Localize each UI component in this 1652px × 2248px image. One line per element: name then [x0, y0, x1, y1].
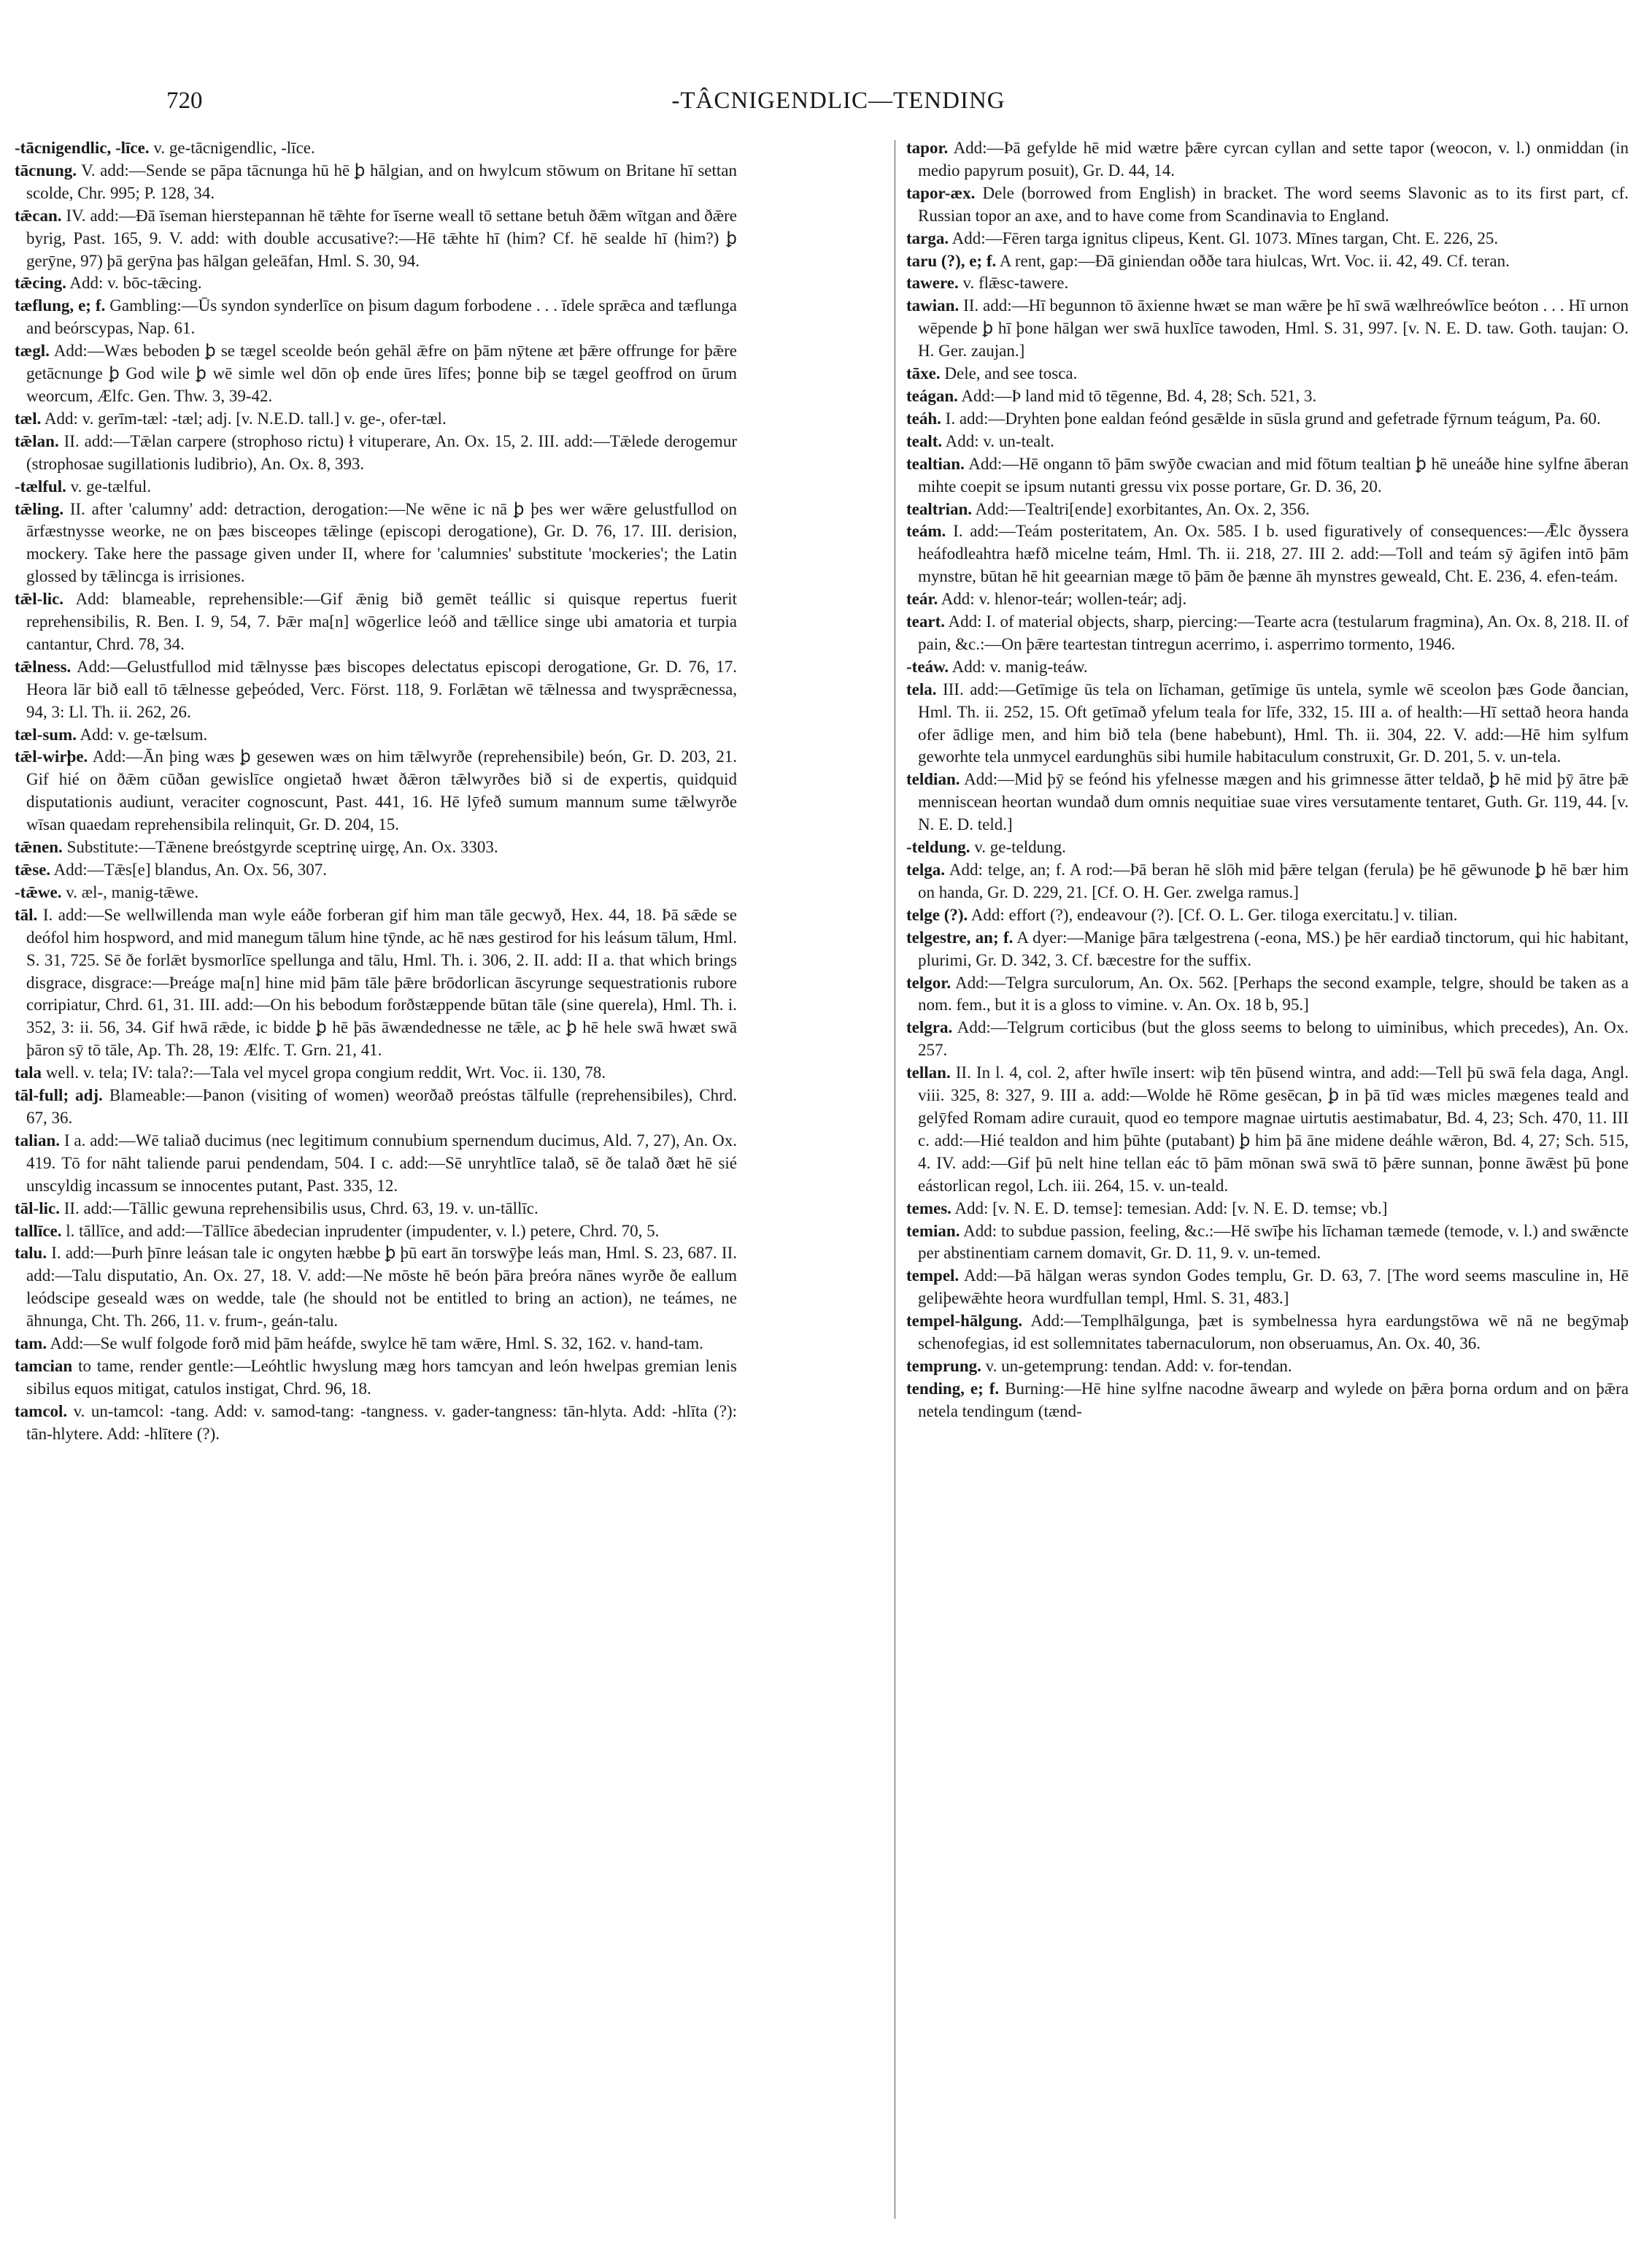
entry-text: II. add:—Tāllic gewuna reprehensibilis usus, Chrd. 63, 19. v. un-tāllīc. [59, 1198, 539, 1217]
entry-headword: tela. [906, 680, 937, 698]
entry-headword: -tælful. [15, 477, 66, 496]
running-head: -TÂCNIGENDLIC—TENDING [671, 88, 1006, 114]
entry-text: II. In l. 4, col. 2, after hwīle insert: wiþ tēn þūsend wintra, and add:—Tell þū swā fela daga, Angl. viii. 325, 8: 327, 9. III a. add:—Wolde hē Rōme gesēcan, ꝧ in þā tīd wæs micles mægenes teald and gelȳfed Romam adire curauit, quod eo tempore magnae uirtutis aestimabatur, Bd. 4, 23; Sch. 470, 11. III c. add:—Hié tealdon and him þūhte (putabant) ꝧ him þā āne midene deáhle wǣron, Bd. 4, 27; Sch. 515, 4. IV. add:—Gif þū nelt hine tellan eác tō þām mōnan swā swā tō þǣre sunnan, þonne āwǣst þū þone eástorlican regol, Lch. iii. 264, 15. v. un-teald. [918, 1063, 1629, 1195]
entry-headword: tempel-hālgung. [906, 1312, 1023, 1331]
entry-headword: tawian. [906, 296, 960, 315]
entry-text: Add: blameable, reprehensible:—Gif ǣnig bið gemēt teállic si quisque repertus fuerit reprehensibilis, R. Ben. I. 9, 54, 7. Þǣr ma[n] wōgerlice leóð and tǣllice singe ubi amatoria et turpia cantantur, Chrd. 78, 34. [26, 590, 737, 653]
dictionary-entry [906, 836, 1629, 859]
entry-text: I. add:—Se wellwillenda man wyle eáðe forberan gif him man tāle gecwyð, Hex. 44, 18. Þā sǣde se deófol him hospword, and mid manegum tālum hine tȳnde, ac hē næs gestirod for his leásum tālum, Hml. S. 31, 725. Sē ðe forlǣt bysmorlīce spellunga and tālu, Hml. Th. i. 306, 2. II. add: II a. that which brings disgrace, disgrace:—Þreáge ma[n] hine mid þām tāle þǣre brōdorlican āscyrunge sequestrationis rubore corripiatur, Chrd. 61, 31. III. add:—On his bebodum forðstæppende būtan tāle (sine querela), Hml. Th. i. 352, 3: ii. 56, 34. Gif hwā rǣde, ic bidde ꝧ hē þās āwændednesse ne tǣle, ac ꝧ hē hele swā hwæt swā þāron sȳ tō tāle, Ap. Th. 28, 19: Ælfc. T. Grn. 21, 41. [26, 905, 737, 1060]
entry-text: Blameable:—Þanon (visiting of women) weorðað preóstas tālfulle (reprehensibiles), Chrd. 67, 36. [26, 1086, 737, 1127]
entry-headword: tǣse. [15, 861, 51, 879]
entry-text: I. add:—Þurh þīnre leásan tale ic ongyten hæbbe ꝧ þū eart ān torswȳþe leás man, Hml. S. 23, 687. II. add:—Talu disputatio, An. Ox. 27, 18. V. add:—Ne mōste hē beón þāra þreóra nānes wyrðe ðe eallum leódscipe geseald wæs on wedde, tale (he should not be entitled to bring an action), ne teámes, ne āhnunga, Cht. Th. 266, 11. v. frum-, geán-talu. [26, 1244, 737, 1331]
entry-headword: -tācnigendlic, -līce. [15, 139, 150, 157]
dictionary-entry [906, 1355, 1629, 1378]
entry-text: v. flǣsc-tawere. [958, 274, 1069, 293]
dictionary-entry [906, 611, 1629, 656]
dictionary-entry [15, 137, 737, 160]
entry-text: Add: v. un-tealt. [942, 431, 1054, 450]
dictionary-entry [15, 476, 737, 499]
entry-headword: tala [15, 1063, 42, 1082]
right-column [906, 137, 1629, 2225]
entry-headword: taru (?), e; f. [906, 251, 997, 270]
entry-text: IV. add:—Ðā īseman hierstepannan hē tǣhte for īserne weall tō settane betuh ðǣm wītgan and ðǣre byrig, Past. 165, 9. V. add: with double accusative?:—Hē tǣhte hī (him? Cf. hē sealde hī (him?) ꝧ gerȳne, 97) þā gerȳna þas hālgan geleāfan, Hml. S. 30, 94. [26, 206, 737, 270]
dictionary-entry [906, 679, 1629, 769]
entry-text: Add:—Se wulf folgode forð mid þām heáfde, swylce hē tam wǣre, Hml. S. 32, 162. v. hand-tam. [47, 1334, 703, 1353]
entry-text: I a. add:—Wē taliað ducimus (nec legitimum connubium spernendum ducimus, Ald. 7, 27), An. Ox. 419. Tō for nāht taliende parui pendendam, 504. I c. add:—Sē unryhtlīce talað, sē ðe talað ðæt hē sié unscyldig incassum se innocentes putant, Past. 335, 12. [26, 1131, 737, 1195]
entry-text: v. un-tamcol: -tang. Add: v. samod-tang: -tangness. v. gader-tangness: tān-hlyta. Add: -hlīta (?): tān-hlytere. Add: -hlītere (?). [26, 1401, 737, 1443]
entry-headword: tawere. [906, 274, 959, 293]
dictionary-entry [15, 882, 737, 904]
dictionary-entry [15, 431, 737, 476]
entry-text: A dyer:—Manige þāra tælgestrena (-eona, MS.) þe hēr eardiað tinctorum, qui hic habitant, plurimi, Gr. D. 342, 3. Cf. bæcestre for the suffix. [918, 928, 1629, 969]
entry-text: II. add:—Hī begunnon tō āxienne hwæt se man wǣre þe hī swā wælhreówlīce beóton . . . Hī urnon wēpende ꝧ hī þone hālgan wer swā huxlīce tawoden, Hml. S. 31, 997. [v. N. E. D. taw. Goth. taujan: O. H. Ger. zaujan.] [918, 296, 1629, 361]
dictionary-entry [906, 182, 1629, 228]
entry-text: V. add:—Sende se pāpa tācnunga hū hē ꝧ hālgian, and on hwylcum stōwum on Britane hī settan scolde, Chr. 995; P. 128, 34. [26, 161, 737, 202]
dictionary-entry [906, 1265, 1629, 1310]
entry-text: v. æl-, manig-tǣwe. [61, 882, 199, 901]
dictionary-entry [906, 228, 1629, 250]
entry-headword: telgra. [906, 1018, 953, 1037]
entry-text: v. ge-tælful. [66, 477, 151, 496]
entry-headword: tǣl-wirþe. [15, 747, 88, 766]
entry-text: Add: [v. N. E. D. temse]: temesian. Add: [v. N. E. D. temse; vb.] [951, 1198, 1388, 1217]
entry-text: A rent, gap:—Ðā giniendan oððe tara hiulcas, Wrt. Voc. ii. 42, 49. Cf. teran. [996, 251, 1510, 270]
entry-text: Add: v. ge-tælsum. [76, 725, 208, 744]
entry-headword: tapor. [906, 139, 949, 157]
entry-text: Add:—Þā hālgan weras syndon Godes templu, Gr. D. 63, 7. [The word seems masculine in, Hē geliþewǣhte heora wurdfullan templ, Hml. S. 31, 483.] [918, 1266, 1629, 1308]
dictionary-entry [906, 1062, 1629, 1197]
entry-headword: -tǣwe. [15, 882, 62, 901]
entry-headword: tending, e; f. [906, 1379, 1000, 1398]
entry-text: Add:—Mid þȳ se feónd his yfelnesse mægen and his grimnesse ātter teldað, ꝧ hē mid þȳ ātre þǣ menniscean heortan wundað dum omnis nequitiae suae vires versutamente tentaret, Guth. Gr. 119, 44. [v. N. E. D. teld.] [918, 770, 1629, 834]
dictionary-entry [15, 836, 737, 859]
page-header [166, 86, 1510, 118]
entry-headword: targa. [906, 228, 949, 247]
dictionary-entry [906, 453, 1629, 499]
dictionary-entry [15, 588, 737, 656]
dictionary-entry [906, 927, 1629, 972]
entry-headword: talian. [15, 1131, 60, 1150]
dictionary-entry [906, 137, 1629, 182]
dictionary-entry [15, 859, 737, 882]
entry-headword: tealt. [906, 431, 943, 450]
entry-headword: tāl. [15, 905, 38, 924]
entry-headword: teár. [906, 590, 938, 609]
dictionary-entry [15, 1401, 737, 1446]
dictionary-entry [906, 1198, 1629, 1220]
dictionary-entry [15, 408, 737, 431]
entry-headword: teám. [906, 522, 946, 541]
entry-headword: tægl. [15, 342, 50, 361]
entry-text: Add: v. gerīm-tæl: -tæl; adj. [v. N.E.D. tall.] v. ge-, ofer-tæl. [41, 409, 447, 428]
entry-headword: temprung. [906, 1356, 981, 1375]
entry-headword: tamcian [15, 1356, 73, 1375]
entry-text: v. un-getemprung: tendan. Add: v. for-tendan. [981, 1356, 1292, 1375]
dictionary-entry [15, 656, 737, 724]
entry-headword: -teáw. [906, 657, 949, 676]
entry-text: Add: telge, an; f. A rod:—Þā beran hē slōh mid þǣre telgan (ferula) þe hē gēwunode ꝧ hē bær him on handa, Gr. D. 229, 21. [Cf. O. H. Ger. zwelga ramus.] [918, 861, 1629, 901]
entry-text: III. add:—Getīmige ūs tela on līchaman, getīmige ūs untela, symle wē sceolon þæs Gode ðancian, Hml. Th. ii. 252, 15. Oft getīmað yfelum teala for līfe, 332, 15. III a. of health:—Hī settað heora handa ofer ādlige men, and him bið tela (bene habebunt), Hml. Th. ii. 304, 22. V. add:—Hē him sylfum geworhte tela unmycel eardunghūs sibi humile habitaculum construxit, Gr. D. 201, 5. v. un-tela. [918, 680, 1629, 766]
entry-headword: talu. [15, 1244, 47, 1263]
entry-text: Add:—Tǣs[e] blandus, An. Ox. 56, 307. [50, 861, 328, 879]
entry-text: v. ge-tācnigendlic, -līce. [149, 139, 315, 157]
dictionary-entry [15, 724, 737, 747]
entry-headword: tǣl-lic. [15, 590, 64, 609]
dictionary-entry [906, 295, 1629, 363]
entry-headword: tealtrian. [906, 499, 973, 518]
entry-text: Add:—Templhālgunga, þæt is symbelnessa hyra eardungstōwa wē nā ne begȳmaþ schenofegias, id est sollemnitates tabernaculorum, non obseruamus, An. Ox. 40, 36. [918, 1312, 1629, 1353]
entry-headword: tǣnen. [15, 838, 63, 857]
entry-text: Dele, and see tosca. [940, 364, 1078, 383]
dictionary-entry [15, 1062, 737, 1085]
entry-text: Add: effort (?), endeavour (?). [Cf. O. L. Ger. tiloga exercitatu.] v. tilian. [968, 905, 1458, 924]
entry-headword: tāl-lic. [15, 1198, 60, 1217]
dictionary-entry [15, 904, 737, 1062]
entry-text: II. after 'calumny' add: detraction, derogation:—Ne wēne ic nā ꝧ þes wer wǣre gelustfullod on ārfæstnysse weorke, ne on þæs bisceopes tǣlinge (episcopi derogatione), Gr. D. 76, 17. III. derision, mockery. Take here the passage given under II, where for 'calumnies' substitute 'mockeries'; the Latin glossed by tǣlincga is irrisiones. [26, 499, 737, 586]
entry-text: Add:—Telgra surculorum, An. Ox. 562. [Perhaps the second example, telgre, should be taken as a nom. fem., but it is a gloss to vimine. v. An. Ox. 18 b, 95.] [918, 973, 1629, 1015]
entry-text: Add:—Þ land mid tō tēgenne, Bd. 4, 28; Sch. 521, 3. [957, 386, 1317, 405]
entry-headword: tācnung. [15, 161, 77, 180]
dictionary-entry [15, 1220, 737, 1243]
entry-headword: tellan. [906, 1063, 951, 1082]
dictionary-entry [906, 431, 1629, 453]
entry-text: Add:—Þā gefylde hē mid wætre þǣre cyrcan cyllan and sette tapor (weocon, v. l.) onmiddan (in medio papyrum posuit), Gr. D. 44, 14. [918, 139, 1629, 180]
entry-text: well. v. tela; IV: tala?:—Tala vel mycel gropa congium reddit, Wrt. Voc. ii. 130, 78. [42, 1063, 606, 1082]
entry-text: Add: to subdue passion, feeling, &c.:—Hē swīþe his līchaman tæmede (temode, v. l.) and swǣncte per abstinentiam carnem domavit, Gr. D. 11, 9. v. un-temed. [918, 1221, 1629, 1263]
dictionary-entry [15, 295, 737, 340]
entry-text: I. add:—Teám posteritatem, An. Ox. 585. I b. used figuratively of consequences:—Ǣlc ðyssera heáfodleahtra hæfð micelne teám, Hml. Th. ii. 218, 27. III 2. add:—Toll and teám sȳ āgifen intō þām mynstre, būtan hē hit geearnian mæge tō þām ðe þænne āh mynstres geweald, Cht. E. 236, 4. efen-teám. [918, 522, 1629, 586]
dictionary-entry [906, 499, 1629, 521]
entry-headword: telge (?). [906, 905, 968, 924]
dictionary-entry [15, 340, 737, 408]
entry-text: v. ge-teldung. [970, 838, 1066, 857]
dictionary-entry [906, 769, 1629, 836]
entry-text: I. add:—Dryhten þone ealdan feónd gesǣlde in sūsla grund and gefetrade fȳrnum teágum, Pa. 60. [941, 409, 1601, 428]
dictionary-entry [15, 1355, 737, 1401]
entry-text: Add:—Gelustfullod mid tǣlnysse þæs biscopes delectatus episcopi derogatione, Gr. D. 76, 17. Heora lār bið eall tō tǣlnesse geþeóded, Verc. Först. 118, 9. Forlǣtan wē tǣlnessa and twysprǣcnessa, 94, 3: Ll. Th. ii. 262, 26. [26, 657, 737, 721]
dictionary-entry [15, 1198, 737, 1220]
entry-text: Add:—Hē ongann tō þām swȳðe cwacian and mid fōtum tealtian ꝧ hē uneáðe hine sylfne āberan mihte coepit se ipsum nutanti gressu vix posse portare, Gr. D. 36, 20. [918, 454, 1629, 496]
entry-headword: tallīce. [15, 1221, 62, 1240]
entry-headword: tǣlan. [15, 431, 59, 450]
entry-text: l. tāllīce, and add:—Tāllīce ābedecian inprudenter (impudenter, v. l.) petere, Chrd. 70, 5. [61, 1221, 660, 1240]
dictionary-entry [906, 363, 1629, 385]
dictionary-entry [906, 904, 1629, 927]
entry-headword: tamcol. [15, 1401, 68, 1420]
dictionary-entry [15, 1333, 737, 1355]
entry-text: Add: I. of material objects, sharp, piercing:—Tearte acra (testularum fragmina), An. Ox. 8, 218. II. of pain, &c.:—On þǣre teartestan tintregun acerrimo, i. asperrimo tormento, 1946. [918, 612, 1629, 653]
entry-text: Dele (borrowed from English) in bracket. The word seems Slavonic as to its first part, cf. Russian topor an axe, and to have come from Scandinavia to England. [918, 183, 1629, 225]
dictionary-entry [906, 656, 1629, 679]
dictionary-entry [906, 972, 1629, 1017]
entry-headword: temes. [906, 1198, 952, 1217]
dictionary-entry [15, 1130, 737, 1198]
entry-headword: temian. [906, 1221, 960, 1240]
entry-text: Add: v. hlenor-teár; wollen-teár; adj. [938, 590, 1187, 609]
entry-text: Gambling:—Ūs syndon synderlīce on þisum dagum forbodene . . . īdele sprǣca and tæflunga and beórscypas, Nap. 61. [26, 296, 737, 338]
entry-headword: tæl-sum. [15, 725, 77, 744]
dictionary-entry [15, 1242, 737, 1333]
entry-text: to tame, render gentle:—Leóhtlic hwyslung mæg hors tamcyan and león hwelpas gremian lenis sibilus equos mitigat, catulos instigat, Chrd. 96, 18. [26, 1356, 737, 1398]
dictionary-entry [15, 1085, 737, 1130]
dictionary-entry [906, 1017, 1629, 1062]
entry-headword: tǣlness. [15, 657, 72, 676]
entry-text: Add: v. manig-teáw. [949, 657, 1088, 676]
entry-headword: tempel. [906, 1266, 960, 1285]
entry-headword: telga. [906, 861, 946, 879]
entry-headword: tæl. [15, 409, 42, 428]
dictionary-entry [906, 1220, 1629, 1266]
entry-text: Add:—Tealtri[ende] exorbitantes, An. Ox. 2, 356. [972, 499, 1310, 518]
dictionary-entry [15, 205, 737, 273]
entry-headword: teágan. [906, 386, 958, 405]
entry-text: Add:—Ān þing wæs ꝧ gesewen wæs on him tǣlwyrðe (reprehensibile) beón, Gr. D. 203, 21. Gif hié on ðǣm cūðan gewislīce ongietað hwæt ðǣron tǣlwyrðes bið si de expertis, quidquid disputationis audiunt, veraciter cognoscunt, Past. 441, 16. Hē lȳfeð sumum mannum sume tǣlwyrðe wīsan quaedam reprehensibila relinquit, Gr. D. 204, 15. [26, 747, 737, 834]
entry-headword: tǣcing. [15, 274, 66, 293]
entry-headword: telgor. [906, 973, 952, 992]
dictionary-entry [15, 746, 737, 836]
entry-headword: tam. [15, 1334, 47, 1353]
entry-headword: tǣcan. [15, 206, 62, 225]
dictionary-entry [906, 1378, 1629, 1423]
entry-text: Add: v. bōc-tǣcing. [66, 274, 202, 293]
entry-headword: tāxe. [906, 364, 941, 383]
entry-headword: telgestre, an; f. [906, 928, 1014, 947]
entry-text: Burning:—Hē hine sylfne nacodne āwearp and wylede on þǣra þorna ordum and on þǣra netela tendingum (tænd- [918, 1379, 1629, 1420]
entry-headword: teart. [906, 612, 945, 631]
entry-headword: teáh. [906, 409, 941, 428]
entry-headword: -teldung. [906, 838, 970, 857]
dictionary-entry [15, 499, 737, 589]
left-column [15, 137, 737, 2225]
page-number: 720 [166, 88, 203, 114]
entry-text: Add:—Telgrum corticibus (but the gloss seems to belong to uiminibus, which precedes), An. Ox. 257. [918, 1018, 1629, 1060]
entry-text: II. add:—Tǣlan carpere (strophoso rictu) ł vituperare, An. Ox. 15, 2. III. add:—Tǣlede derogemur (strophosae sugillationis ludibrio), An. Ox. 8, 393. [26, 431, 737, 473]
dictionary-entry [906, 250, 1629, 273]
entry-headword: tapor-æx. [906, 183, 976, 202]
entry-headword: tæflung, e; f. [15, 296, 106, 315]
dictionary-entry [906, 520, 1629, 588]
dictionary-entry [906, 1310, 1629, 1355]
dictionary-entry [906, 408, 1629, 431]
dictionary-entry [15, 160, 737, 205]
dictionary-entry [906, 385, 1629, 408]
entry-headword: tāl-full; adj. [15, 1086, 103, 1105]
entry-text: Add:—Fēren targa ignitus clipeus, Kent. Gl. 1073. Mīnes targan, Cht. E. 226, 25. [949, 228, 1499, 247]
dictionary-entry [906, 588, 1629, 611]
dictionary-entry [906, 272, 1629, 295]
entry-text: Add:—Wæs beboden ꝧ se tægel sceolde beón gehāl ǣfre on þām nȳtene æt þǣre offrunge for þǣre getācnunge ꝧ God wile ꝧ wē simle wel dōn oþ ende ūres līfes; þonne biþ se tægel geoffrod on ūrum weorcum, Ælfc. Gen. Thw. 3, 39-42. [26, 342, 737, 405]
dictionary-entry [906, 859, 1629, 904]
entry-headword: tǣling. [15, 499, 64, 518]
entry-text: Substitute:—Tǣnene breóstgyrde sceptrinę uirgę, An. Ox. 3303. [62, 838, 498, 857]
entry-headword: tealtian. [906, 454, 965, 473]
entry-headword: teldian. [906, 770, 960, 789]
dictionary-entry [15, 272, 737, 295]
